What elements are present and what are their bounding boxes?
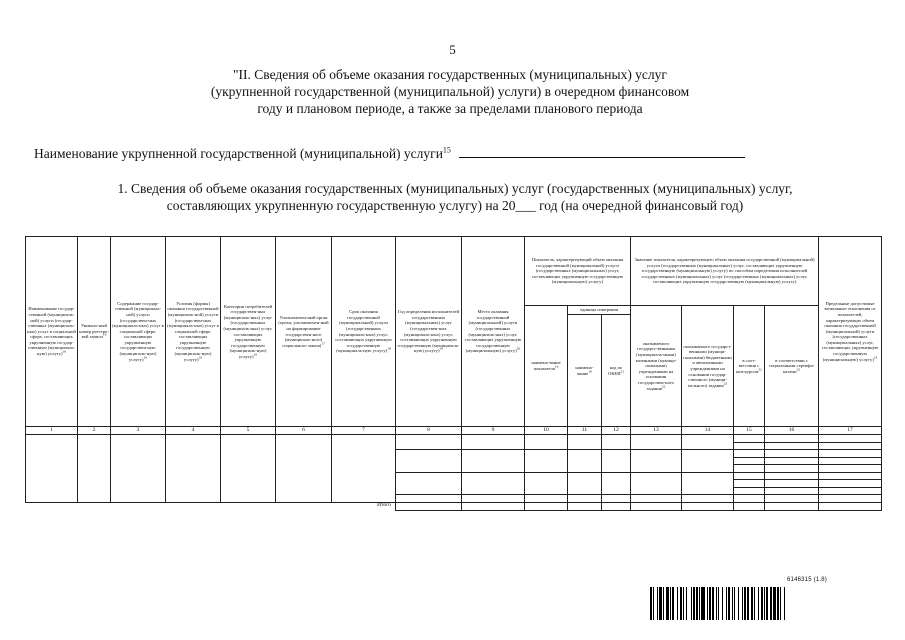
table-cell[interactable]: [602, 502, 631, 510]
table-cell[interactable]: [682, 472, 734, 495]
table-cell[interactable]: [819, 465, 882, 473]
table-cell[interactable]: [734, 457, 765, 465]
total-label: Итого: [377, 502, 391, 509]
table-cell[interactable]: [462, 495, 525, 503]
table-cell[interactable]: [462, 502, 525, 510]
header-service-conditions: Условия (формы) оказания государственной (муниципаль-ной) услуги (государствен-ных (муниципаль-ных) услуг в социальной сфере, составляющих укрупненную государственную (муниципаль-ную) услугу)$^{16}$: [166, 237, 221, 427]
header-allowed-deviations: Предельные допустимые возможные отклонения от показателей, характеризующих объем оказания государственной (муниципальной) услуги (государственных (муниципальных) услуг, составляющих укрупненную государственную (муниципальную) услугу)$^{23}$: [819, 237, 882, 427]
barcode-bar: [785, 587, 786, 620]
table-cell[interactable]: [765, 495, 819, 503]
header-service-place: Место оказания государственной (муниципальной) услуги (государственных (муниципаль-ных) услуг, составляющих укрупненную государственную (муниципальную) услугу)$^{20}$: [462, 237, 525, 427]
header-service-name: Наименование государ-ственной (муниципаль-ной) услуги (государ-ственных (муниципаль-ных) услуг в социальной сфере, составляющих укрупненную государ-ственную (муниципаль-ную) услугу)$^{16}$: [26, 237, 78, 427]
table-cell[interactable]: [734, 465, 765, 473]
table-cell[interactable]: [568, 495, 602, 503]
header-service-content: Содержание государ-ственной (муниципаль-ной) услуги (государствен-ных (муниципаль-ных) услуг в социальной сфере, составляющих укрупненную государствен-ную (муниципаль-ную) услугу)$^{16}$: [111, 237, 166, 427]
table-cell[interactable]: [765, 442, 819, 450]
table-cell[interactable]: [734, 442, 765, 450]
table-cell[interactable]: [734, 435, 765, 443]
table-cell[interactable]: [819, 442, 882, 450]
subheading-line-2: составляющих укрупненную государственную услугу) на 20___ год (на очередной финансовый год): [166, 198, 744, 213]
table-cell[interactable]: [525, 472, 568, 495]
column-number: 1: [26, 427, 78, 435]
header-authorized-body: Уполномочен-ный орган (орган, уполномочен-ный на формирование государствен-ного (муниципаль-ного) социального заказа)$^{17}$: [276, 237, 332, 427]
table-cell[interactable]: [734, 480, 765, 488]
table-cell[interactable]: [602, 435, 631, 450]
column-number: 17: [819, 427, 882, 435]
heading-line-3: году и плановом периоде, а также за пределами планового периода: [257, 101, 643, 116]
table-cell[interactable]: [166, 435, 221, 503]
table-cell[interactable]: [734, 495, 765, 503]
table-cell[interactable]: [682, 502, 734, 510]
column-number: 9: [462, 427, 525, 435]
table-cell[interactable]: [765, 457, 819, 465]
table-cell[interactable]: [462, 450, 525, 473]
header-service-term: Срок оказания государственной (муниципальной) услуги (государственных (муниципаль-ных) услуг, составляющих укрупненную государственную (муниципаль-ную услугу)$^{18}$: [332, 237, 396, 427]
table-cell[interactable]: [396, 450, 462, 473]
table-cell[interactable]: [602, 472, 631, 495]
table-cell[interactable]: [682, 435, 734, 450]
table-cell[interactable]: [631, 435, 682, 450]
table-cell[interactable]: [568, 435, 602, 450]
header-okei-code: код по ОКЕИ$^{21}$: [602, 315, 631, 427]
table-cell[interactable]: [525, 450, 568, 473]
column-number: 13: [631, 427, 682, 435]
column-number: 10: [525, 427, 568, 435]
table-cell[interactable]: [819, 457, 882, 465]
table-cell[interactable]: [819, 472, 882, 480]
column-number: 14: [682, 427, 734, 435]
table-cell[interactable]: [765, 480, 819, 488]
volume-table-container: [25, 236, 881, 511]
table-cell[interactable]: [221, 435, 276, 503]
header-unit-group: единица измерения: [568, 306, 631, 315]
column-number: 15: [734, 427, 765, 435]
table-cell[interactable]: [765, 487, 819, 495]
table-cell[interactable]: [682, 450, 734, 473]
table-cell[interactable]: [765, 465, 819, 473]
table-cell[interactable]: [819, 487, 882, 495]
table-cell[interactable]: [78, 435, 111, 503]
table-cell[interactable]: [734, 487, 765, 495]
table-cell[interactable]: [276, 435, 332, 503]
heading-line-2: (укрупненной государственной (муниципальной) услуги) в очередном финансовом: [210, 84, 690, 99]
service-name-footnote: 15: [442, 145, 451, 155]
table-cell[interactable]: [734, 450, 765, 458]
column-number: 3: [111, 427, 166, 435]
table-cell[interactable]: [602, 495, 631, 503]
header-value-state-task-budget: оказываемого государст-венными (муници-пальными) бюджетными и автономными учреждениями на основании государ-ственного (муници-пального) задания$^{22}$: [682, 306, 734, 427]
column-number: 7: [332, 427, 396, 435]
table-cell[interactable]: [819, 480, 882, 488]
header-executor-year: Год определения исполнителей государственных (муниципальных) услуг (государствен-ных (муниципаль-ных) услуг, составляющих укрупненную государственную (муниципаль-ную) услугу)$^{19}$: [396, 237, 462, 427]
header-indicator-value-group: Значение показателя, характеризующего объем оказания государственной (муниципальной) услуги (государственных (муниципальных) услуг, составляющих укрупненную государственную (муниципальную) услугу) по способам определения исполнителей государственных (муниципальных) услуг (государственных (муниципальных) услуг, составляющих укрупненную государственную (муниципальную) услугу): [631, 237, 819, 306]
table-cell[interactable]: [525, 495, 568, 503]
column-number-row: [26, 427, 882, 435]
table-cell[interactable]: [396, 472, 462, 495]
table-cell[interactable]: [734, 502, 765, 510]
table-cell[interactable]: [396, 502, 462, 510]
subsection-heading: [60, 180, 850, 214]
table-cell[interactable]: [525, 435, 568, 450]
header-value-competition: в соот-ветствии с кон-курсом$^{22}$: [734, 306, 765, 427]
column-number: 4: [166, 427, 221, 435]
header-value-state-task-kazennye: оказываемого государст-венными (муниципаль-ными) казенными (муници-пальными) учреждениями на основании государствен-ного задания$^{22}$: [631, 306, 682, 427]
column-number: 5: [221, 427, 276, 435]
table-cell[interactable]: [631, 472, 682, 495]
table-cell[interactable]: [396, 495, 462, 503]
table-row: [26, 435, 882, 443]
table-cell[interactable]: [631, 450, 682, 473]
table-cell[interactable]: [765, 435, 819, 443]
column-number: 16: [765, 427, 819, 435]
table-cell[interactable]: [26, 435, 78, 503]
table-cell[interactable]: [765, 450, 819, 458]
form-code: 6146315 (1.8): [787, 577, 827, 583]
table-cell[interactable]: [682, 495, 734, 503]
table-cell[interactable]: [462, 472, 525, 495]
table-cell[interactable]: [111, 435, 166, 503]
column-number: 8: [396, 427, 462, 435]
subheading-line-1: 1. Сведения об объеме оказания государственных (муниципальных) услуг (государственных (муниципальных) услуг,: [117, 181, 793, 196]
page-number: 5: [449, 42, 456, 57]
table-body: [26, 435, 882, 511]
table-cell[interactable]: [819, 450, 882, 458]
service-name-row: [34, 146, 745, 162]
header-consumer-categories: Категории потребителей государствен-ных (муниципаль-ных) услуг (государственных (муниципаль-ных) услуг, составляющих укрупненную государственную (муниципаль-ную) услугу)$^{16}$: [221, 237, 276, 427]
column-number: 2: [78, 427, 111, 435]
table-cell[interactable]: [734, 472, 765, 480]
service-name-fill-line[interactable]: [459, 146, 745, 158]
table-cell[interactable]: [631, 502, 682, 510]
table-cell[interactable]: [568, 472, 602, 495]
barcode-image: [650, 587, 880, 620]
heading-line-1: "II. Сведения об объеме оказания государственных (муниципальных) услуг: [233, 67, 667, 82]
volume-table: [25, 236, 882, 511]
table-cell[interactable]: [568, 450, 602, 473]
column-number: 11: [568, 427, 602, 435]
table-cell[interactable]: [765, 472, 819, 480]
table-cell[interactable]: [765, 502, 819, 510]
header-unit-name: наимено-вание$^{16}$: [568, 315, 602, 427]
header-value-social-certificates: в соответствии с социальными сертифи-катами$^{22}$: [765, 306, 819, 427]
column-number: 6: [276, 427, 332, 435]
header-registry-number: Уникаль-ный номер реестро-вой записи$^{16}$: [78, 237, 111, 427]
table-cell[interactable]: [396, 435, 462, 450]
header-indicator-name: наимено-вание показателя$^{16}$: [525, 306, 568, 427]
section-heading: [150, 66, 750, 117]
total-row: [26, 502, 882, 510]
table-cell[interactable]: [462, 435, 525, 450]
table-cell[interactable]: [602, 450, 631, 473]
service-name-label: Наименование укрупненной государственной (муниципальной) услуги: [34, 146, 443, 161]
table-cell[interactable]: [332, 435, 396, 503]
table-cell[interactable]: [819, 502, 882, 510]
table-cell[interactable]: [631, 495, 682, 503]
table-cell[interactable]: [525, 502, 568, 510]
table-cell[interactable]: [819, 435, 882, 443]
column-number: 12: [602, 427, 631, 435]
header-volume-indicator-group: Показатель, характеризующий объем оказания государственной (муниципальной) услуги (государственных (муниципальных) услуг, составляющих укрупненную государственную (муниципальную) услугу): [525, 237, 631, 306]
table-cell[interactable]: [819, 495, 882, 503]
table-cell[interactable]: [568, 502, 602, 510]
